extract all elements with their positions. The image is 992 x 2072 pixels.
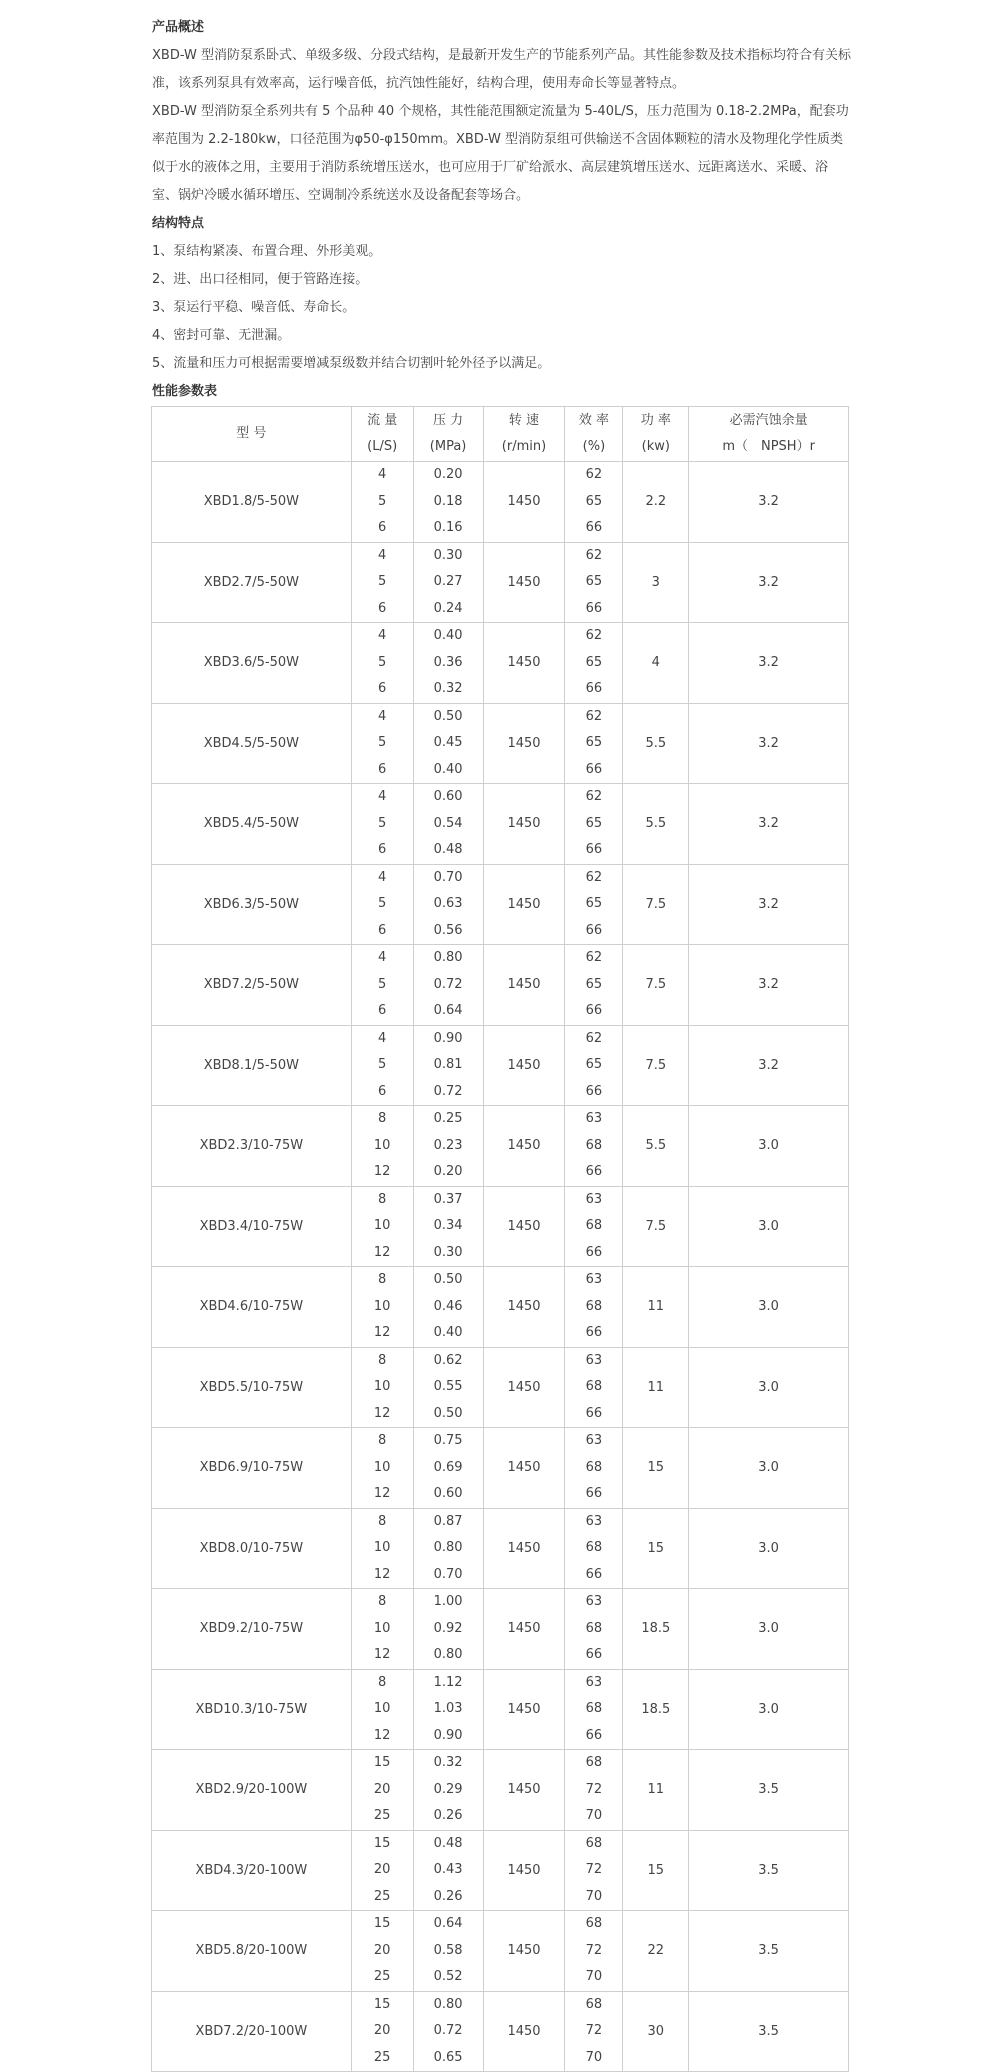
cell-model: XBD9.2/10-75W <box>152 1589 352 1670</box>
cell-power: 18.5 <box>623 1669 689 1750</box>
cell-pressure: 0.37 0.34 0.30 <box>413 1186 483 1267</box>
cell-power: 15 <box>623 1508 689 1589</box>
cell-flow: 4 5 6 <box>351 542 413 623</box>
table-header-row <box>152 407 849 462</box>
cell-npsh: 3.5 <box>689 1911 849 1992</box>
table-row <box>152 1830 849 1911</box>
cell-efficiency: 62 65 66 <box>565 462 623 543</box>
cell-flow: 8 10 12 <box>351 1669 413 1750</box>
cell-model: XBD3.6/5-50W <box>152 623 352 704</box>
table-row <box>152 1508 849 1589</box>
cell-efficiency: 68 72 70 <box>565 1830 623 1911</box>
cell-npsh: 3.0 <box>689 1106 849 1187</box>
header-pressure: 压 力 (MPa) <box>413 407 483 462</box>
cell-efficiency: 63 68 66 <box>565 1508 623 1589</box>
cell-flow: 15 20 25 <box>351 1750 413 1831</box>
cell-power: 15 <box>623 1830 689 1911</box>
header-power: 功 率 (kw) <box>623 407 689 462</box>
overview-paragraph-2: XBD-W 型消防泵全系列共有 5 个品种 40 个规格，其性能范围额定流量为 5-40L/S，压力范围为 0.18-2.2MPa，配套功率范围为 2.2-180kw，口径范围为φ50-φ150mm。XBD-W 型消防泵组可供输送不含固体颗粒的清水及物理化学性质类似于水的液体之用，主要用于消防系统增压送水，也可应用于厂矿给派水、高层建筑增压送水、远距离送水、采暖、浴室、锅炉冷暖水循环增压、空调制冷系统送水及设备配套等场合。 <box>152 104 849 203</box>
cell-model: XBD4.6/10-75W <box>152 1267 352 1348</box>
cell-model: XBD7.2/5-50W <box>152 945 352 1026</box>
cell-pressure: 0.75 0.69 0.60 <box>413 1428 483 1509</box>
cell-pressure: 0.48 0.43 0.26 <box>413 1830 483 1911</box>
cell-npsh: 3.2 <box>689 1025 849 1106</box>
table-heading: 性能参数表 <box>152 384 218 399</box>
cell-power: 3 <box>623 542 689 623</box>
performance-table <box>151 406 849 2072</box>
table-row <box>152 945 849 1026</box>
features-heading: 结构特点 <box>152 216 205 231</box>
cell-pressure: 0.70 0.63 0.56 <box>413 864 483 945</box>
cell-power: 7.5 <box>623 864 689 945</box>
table-row <box>152 864 849 945</box>
table-row <box>152 1991 849 2072</box>
cell-efficiency: 63 68 66 <box>565 1669 623 1750</box>
cell-speed: 1450 <box>483 623 565 704</box>
table-row <box>152 1025 849 1106</box>
cell-power: 11 <box>623 1347 689 1428</box>
table-row <box>152 542 849 623</box>
cell-pressure: 0.80 0.72 0.65 <box>413 1991 483 2072</box>
table-row <box>152 1911 849 1992</box>
cell-power: 11 <box>623 1750 689 1831</box>
cell-model: XBD4.3/20-100W <box>152 1830 352 1911</box>
cell-pressure: 1.12 1.03 0.90 <box>413 1669 483 1750</box>
cell-flow: 8 10 12 <box>351 1267 413 1348</box>
cell-power: 5.5 <box>623 703 689 784</box>
cell-pressure: 0.40 0.36 0.32 <box>413 623 483 704</box>
table-row <box>152 1186 849 1267</box>
table-row <box>152 462 849 543</box>
overview-paragraph-1: XBD-W 型消防泵系卧式、单级多级、分段式结构，是最新开发生产的节能系列产品。其性能参数及技术指标均符合有关标准，该系列泵具有效率高，运行噪音低，抗汽蚀性能好，结构合理，使用寿命长等显著特点。 <box>152 48 851 91</box>
cell-flow: 15 20 25 <box>351 1830 413 1911</box>
table-row <box>152 1106 849 1187</box>
cell-flow: 4 5 6 <box>351 784 413 865</box>
cell-npsh: 3.2 <box>689 462 849 543</box>
cell-power: 30 <box>623 1991 689 2072</box>
table-row <box>152 1347 849 1428</box>
cell-model: XBD5.4/5-50W <box>152 784 352 865</box>
cell-model: XBD2.3/10-75W <box>152 1106 352 1187</box>
cell-npsh: 3.2 <box>689 784 849 865</box>
cell-pressure: 1.00 0.92 0.80 <box>413 1589 483 1670</box>
cell-efficiency: 62 65 66 <box>565 1025 623 1106</box>
cell-power: 5.5 <box>623 1106 689 1187</box>
feature-item: 2、进、出口径相同，便于管路连接。 <box>152 272 369 287</box>
cell-speed: 1450 <box>483 1347 565 1428</box>
cell-efficiency: 63 68 66 <box>565 1589 623 1670</box>
feature-item: 3、泵运行平稳、噪音低、寿命长。 <box>152 300 356 315</box>
cell-flow: 4 5 6 <box>351 945 413 1026</box>
cell-model: XBD8.0/10-75W <box>152 1508 352 1589</box>
table-row <box>152 623 849 704</box>
cell-model: XBD5.5/10-75W <box>152 1347 352 1428</box>
cell-flow: 4 5 6 <box>351 462 413 543</box>
cell-npsh: 3.0 <box>689 1347 849 1428</box>
cell-speed: 1450 <box>483 1508 565 1589</box>
cell-model: XBD2.7/5-50W <box>152 542 352 623</box>
cell-efficiency: 62 65 66 <box>565 784 623 865</box>
cell-speed: 1450 <box>483 1911 565 1992</box>
cell-speed: 1450 <box>483 1830 565 1911</box>
table-row <box>152 1589 849 1670</box>
cell-pressure: 0.30 0.27 0.24 <box>413 542 483 623</box>
cell-power: 7.5 <box>623 1025 689 1106</box>
cell-npsh: 3.5 <box>689 1750 849 1831</box>
cell-speed: 1450 <box>483 864 565 945</box>
cell-npsh: 3.5 <box>689 1830 849 1911</box>
cell-model: XBD3.4/10-75W <box>152 1186 352 1267</box>
cell-model: XBD6.9/10-75W <box>152 1428 352 1509</box>
feature-item: 5、流量和压力可根据需要增减泵级数并结合切割叶轮外径予以满足。 <box>152 356 551 371</box>
cell-efficiency: 63 68 66 <box>565 1428 623 1509</box>
cell-pressure: 0.25 0.23 0.20 <box>413 1106 483 1187</box>
cell-flow: 8 10 12 <box>351 1347 413 1428</box>
cell-efficiency: 63 68 66 <box>565 1347 623 1428</box>
cell-model: XBD1.8/5-50W <box>152 462 352 543</box>
cell-flow: 4 5 6 <box>351 623 413 704</box>
cell-power: 5.5 <box>623 784 689 865</box>
cell-npsh: 3.2 <box>689 945 849 1026</box>
cell-npsh: 3.0 <box>689 1267 849 1348</box>
cell-pressure: 0.62 0.55 0.50 <box>413 1347 483 1428</box>
header-efficiency: 效 率 (%) <box>565 407 623 462</box>
cell-speed: 1450 <box>483 1589 565 1670</box>
cell-model: XBD4.5/5-50W <box>152 703 352 784</box>
table-row <box>152 1750 849 1831</box>
cell-power: 7.5 <box>623 1186 689 1267</box>
cell-flow: 8 10 12 <box>351 1186 413 1267</box>
table-row <box>152 1267 849 1348</box>
header-flow: 流 量 (L/S) <box>351 407 413 462</box>
cell-speed: 1450 <box>483 1267 565 1348</box>
cell-speed: 1450 <box>483 1025 565 1106</box>
cell-efficiency: 62 65 66 <box>565 703 623 784</box>
table-row <box>152 1669 849 1750</box>
cell-npsh: 3.2 <box>689 623 849 704</box>
header-speed: 转 速 (r/min) <box>483 407 565 462</box>
cell-power: 7.5 <box>623 945 689 1026</box>
product-content <box>152 14 852 2072</box>
cell-speed: 1450 <box>483 945 565 1026</box>
cell-speed: 1450 <box>483 462 565 543</box>
cell-pressure: 0.32 0.29 0.26 <box>413 1750 483 1831</box>
cell-efficiency: 62 65 66 <box>565 864 623 945</box>
cell-flow: 4 5 6 <box>351 864 413 945</box>
cell-flow: 8 10 12 <box>351 1589 413 1670</box>
cell-power: 4 <box>623 623 689 704</box>
cell-pressure: 0.90 0.81 0.72 <box>413 1025 483 1106</box>
cell-model: XBD6.3/5-50W <box>152 864 352 945</box>
table-row <box>152 1428 849 1509</box>
cell-efficiency: 62 65 66 <box>565 945 623 1026</box>
cell-pressure: 0.50 0.45 0.40 <box>413 703 483 784</box>
cell-flow: 8 10 12 <box>351 1428 413 1509</box>
cell-power: 2.2 <box>623 462 689 543</box>
cell-efficiency: 68 72 70 <box>565 1991 623 2072</box>
feature-item: 1、泵结构紧凑、布置合理、外形美观。 <box>152 244 382 259</box>
cell-flow: 8 10 12 <box>351 1106 413 1187</box>
cell-pressure: 0.50 0.46 0.40 <box>413 1267 483 1348</box>
cell-flow: 4 5 6 <box>351 703 413 784</box>
cell-npsh: 3.0 <box>689 1508 849 1589</box>
table-row <box>152 703 849 784</box>
cell-npsh: 3.0 <box>689 1669 849 1750</box>
cell-model: XBD7.2/20-100W <box>152 1991 352 2072</box>
header-npsh: 必需汽蚀余量 m（ NPSH）r <box>689 407 849 462</box>
cell-model: XBD5.8/20-100W <box>152 1911 352 1992</box>
feature-item: 4、密封可靠、无泄漏。 <box>152 328 291 343</box>
cell-pressure: 0.20 0.18 0.16 <box>413 462 483 543</box>
cell-npsh: 3.2 <box>689 864 849 945</box>
cell-model: XBD2.9/20-100W <box>152 1750 352 1831</box>
cell-npsh: 3.0 <box>689 1186 849 1267</box>
cell-flow: 4 5 6 <box>351 1025 413 1106</box>
cell-speed: 1450 <box>483 1669 565 1750</box>
cell-npsh: 3.5 <box>689 1991 849 2072</box>
cell-efficiency: 62 65 66 <box>565 623 623 704</box>
cell-efficiency: 68 72 70 <box>565 1911 623 1992</box>
cell-model: XBD10.3/10-75W <box>152 1669 352 1750</box>
cell-flow: 15 20 25 <box>351 1911 413 1992</box>
cell-efficiency: 62 65 66 <box>565 542 623 623</box>
cell-speed: 1450 <box>483 1750 565 1831</box>
cell-pressure: 0.60 0.54 0.48 <box>413 784 483 865</box>
cell-pressure: 0.64 0.58 0.52 <box>413 1911 483 1992</box>
cell-flow: 8 10 12 <box>351 1508 413 1589</box>
cell-speed: 1450 <box>483 703 565 784</box>
cell-pressure: 0.87 0.80 0.70 <box>413 1508 483 1589</box>
cell-power: 11 <box>623 1267 689 1348</box>
cell-efficiency: 63 68 66 <box>565 1267 623 1348</box>
cell-speed: 1450 <box>483 1991 565 2072</box>
table-body <box>152 462 849 2072</box>
cell-speed: 1450 <box>483 1106 565 1187</box>
cell-flow: 15 20 25 <box>351 1991 413 2072</box>
cell-speed: 1450 <box>483 1428 565 1509</box>
cell-power: 15 <box>623 1428 689 1509</box>
table-row <box>152 784 849 865</box>
cell-speed: 1450 <box>483 784 565 865</box>
cell-npsh: 3.0 <box>689 1589 849 1670</box>
cell-power: 18.5 <box>623 1589 689 1670</box>
cell-efficiency: 68 72 70 <box>565 1750 623 1831</box>
cell-npsh: 3.2 <box>689 703 849 784</box>
cell-power: 22 <box>623 1911 689 1992</box>
cell-npsh: 3.0 <box>689 1428 849 1509</box>
cell-pressure: 0.80 0.72 0.64 <box>413 945 483 1026</box>
cell-model: XBD8.1/5-50W <box>152 1025 352 1106</box>
cell-npsh: 3.2 <box>689 542 849 623</box>
cell-efficiency: 63 68 66 <box>565 1186 623 1267</box>
cell-efficiency: 63 68 66 <box>565 1106 623 1187</box>
cell-speed: 1450 <box>483 542 565 623</box>
overview-heading: 产品概述 <box>152 20 205 35</box>
header-model: 型 号 <box>152 407 352 462</box>
cell-speed: 1450 <box>483 1186 565 1267</box>
